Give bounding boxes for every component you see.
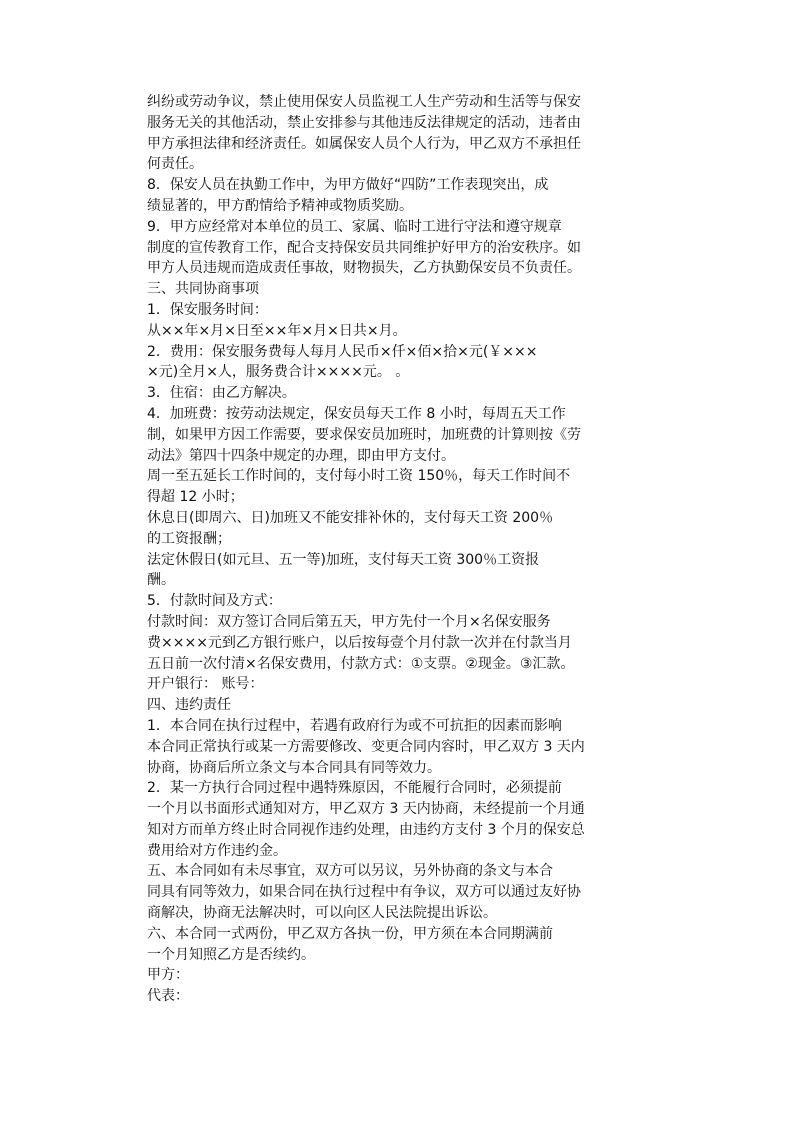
text-line: 何责任。 [147, 156, 203, 173]
item-payment: 5．付款时间及方式： [147, 593, 282, 610]
section-heading-4: 四、违约责任 [147, 697, 231, 714]
section-heading-3: 三、共同协商事项 [147, 281, 259, 298]
text-line: 纠纷或劳动争议，禁止使用保安人员监视工人生产劳动和生活等与保安 [147, 94, 581, 110]
text-line: 本合同正常执行或某一方需要修改、变更合同内容时，甲乙双方 3 天内 [147, 738, 585, 755]
text-line: 一个月以书面形式通知对方，甲乙双方 3 天内协商，未经提前一个月通 [147, 801, 585, 818]
text-line: 甲方承担法律和经济责任。如属保安人员个人行为，甲乙双方不承担任 [147, 135, 581, 152]
clause-8: 8．保安人员在执勤工作中，为甲方做好“四防”工作表现突出，成 [147, 177, 549, 194]
text-line: 法定休假日(如元旦、五一等)加班，支付每天工资 300％工资报 [147, 551, 540, 568]
text-line: 一个月知照乙方是否续约。 [147, 946, 315, 963]
party-a-label: 甲方： [147, 967, 189, 984]
text-line: 制度的宣传教育工作，配合支持保安员共同维护好甲方的治安秩序。如 [147, 239, 581, 256]
text-line: 协商，协商后所立条文与本合同具有同等效力。 [147, 759, 441, 776]
item-fees: 2．费用：保安服务费每人每月人民币×仟×佰×拾×元(￥××× [147, 343, 538, 360]
item-service-time: 1．保安服务时间： [147, 301, 268, 318]
contract-document-body [147, 92, 597, 1007]
text-line: 商解决，协商无法解决时，可以向区人民法院提出诉讼。 [147, 905, 497, 922]
representative-label: 代表： [147, 988, 189, 1005]
text-line: 付款时间：双方签订合同后第五天，甲方先付一个月×名保安服务 [147, 613, 551, 630]
text-line: 从××年×月×日至××年×月×日共×月。 [147, 322, 407, 339]
text-line: 酬。 [147, 572, 175, 589]
item-overtime: 4．加班费：按劳动法规定，保安员每天工作 8 小时，每周五天工作 [147, 405, 566, 422]
bank-account-line: 开户银行： 账号： [147, 676, 264, 693]
text-line: 服务无关的其他活动，禁止安排参与其他违反法律规定的活动，违者由 [147, 114, 581, 131]
text-line: 甲方人员违规而造成责任事故，财物损失，乙方执勤保安员不负责任。 [147, 260, 581, 277]
text-line: 知对方而单方终止时合同视作违约处理，由违约方支付 3 个月的保安总 [147, 821, 585, 838]
text-line: 制，如果甲方因工作需要，要求保安员加班时，加班费的计算则按《劳 [147, 426, 581, 443]
text-line: 费××××元到乙方银行账户，以后按每壹个月付款一次并在付款当月 [147, 634, 572, 651]
text-line: 五日前一次付清×名保安费用，付款方式：①支票。②现金。③汇款。 [147, 655, 575, 672]
text-line: ×元)全月×人，服务费合计××××元。 。 [147, 364, 410, 381]
text-line: 动法》第四十四条中规定的办理，即由甲方支付。 [147, 447, 455, 464]
breach-clause-2: 2．某一方执行合同过程中遇特殊原因，不能履行合同时，必须提前 [147, 780, 562, 797]
text-line: 休息日(即周六、日)加班又不能安排补休的，支付每天工资 200％ [147, 509, 554, 526]
text-line: 的工资报酬； [147, 530, 231, 547]
text-line: 费用给对方作违约金。 [147, 842, 287, 859]
section-heading-5: 五、本合同如有未尽事宜，双方可以另议，另外协商的条文与本合 [147, 863, 553, 880]
section-heading-6: 六、本合同一式两份，甲乙双方各执一份，甲方须在本合同期满前 [147, 925, 553, 942]
clause-9: 9．甲方应经常对本单位的员工、家属、临时工进行守法和遵守规章 [147, 218, 562, 235]
text-line: 得超 12 小时； [147, 489, 244, 506]
breach-clause-1: 1．本合同在执行过程中，若遇有政府行为或不可抗拒的因素而影响 [147, 717, 562, 734]
item-accommodation: 3．住宿：由乙方解决。 [147, 385, 296, 402]
text-line: 绩显著的，甲方酌情给予精神或物质奖励。 [147, 197, 413, 214]
text-line: 同具有同等效力，如果合同在执行过程中有争议，双方可以通过友好协 [147, 884, 581, 901]
text-line: 周一至五延长工作时间的，支付每小时工资 150％，每天工作时间不 [147, 468, 571, 485]
